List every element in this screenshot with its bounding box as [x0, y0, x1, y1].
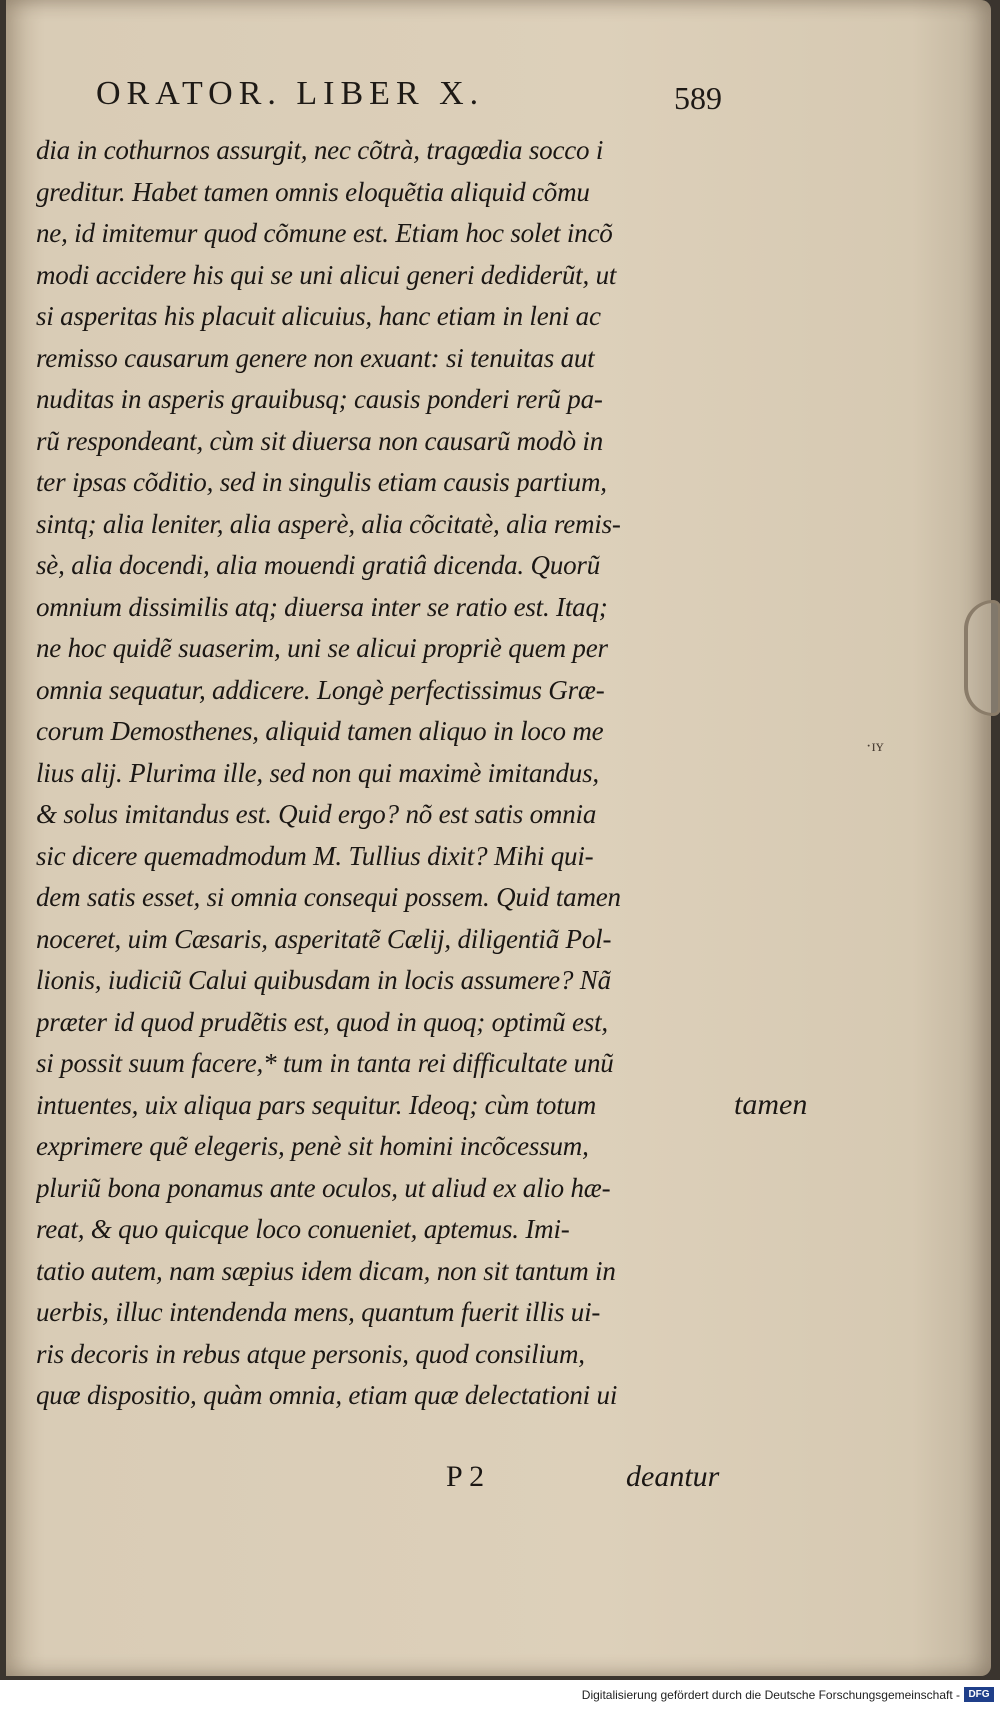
text-line: omnium dissimilis atq; diuersa inter se ratio est. Itaq; [36, 591, 608, 622]
footer-bar [0, 1680, 1000, 1710]
page-number: 589 [674, 80, 722, 116]
text-line: sintq; alia leniter, alia asperè, alia cõcitatè, alia remis- [36, 508, 621, 539]
text-line: quæ dispositio, quàm omnia, etiam quæ delectationi ui [36, 1380, 618, 1410]
text-line: lius alij. Plurima ille, sed non qui maximè imitandus, [36, 757, 599, 788]
text-line: noceret, uim Cæsaris, asperitatẽ Cælij, diligentiã Pol- [36, 923, 612, 954]
text-line: modi accidere his qui se uni alicui generi dediderũt, ut [36, 259, 617, 290]
text-line: reat, & quo quicque loco conueniet, aptemus. Imi- [36, 1214, 570, 1244]
text-line: pluriũ bona ponamus ante oculos, ut aliud ex alio hæ- [36, 1172, 611, 1203]
text-line: ter ipsas cõditio, sed in singulis etiam causis partium, [36, 467, 607, 497]
text-line: greditur. Habet tamen omnis eloquẽtia aliquid cõmu [36, 176, 590, 207]
text-line: nuditas in asperis grauibusq; causis ponderi rerũ pa- [36, 384, 603, 414]
text-line: ne hoc quidẽ suaserim, uni se alicui propriè quem per [36, 633, 608, 663]
text-line: dem satis esset, si omnia consequi possem. Quid tamen [36, 882, 621, 912]
text-line: rũ respondeant, cùm sit diuersa non causarũ modò in [36, 425, 604, 456]
page-edge-tab [964, 600, 1000, 716]
text-line: si asperitas his placuit alicuius, hanc etiam in leni ac [36, 301, 601, 331]
catchword: deantur [626, 1460, 720, 1493]
text-line: si possit suum facere,* tum in tanta rei difficultate unũ [36, 1048, 614, 1078]
text-line: uerbis, illuc intendenda mens, quantum fuerit illis ui- [36, 1297, 601, 1327]
text-line: & solus imitandus est. Quid ergo? nõ est satis omnia [36, 799, 597, 829]
margin-note: tamen [734, 1088, 808, 1121]
running-head: ORATOR. LIBER X. [96, 75, 485, 112]
dfg-logo-icon: DFG [964, 1687, 994, 1702]
text-line: intuentes, uix aliqua pars sequitur. Ideoq; cùm totum [36, 1089, 597, 1120]
text-line: corum Demosthenes, aliquid tamen aliquo in loco me [36, 716, 604, 746]
text-line: lionis, iudiciũ Calui quibusdam in locis assumere? Nã [36, 965, 611, 995]
margin-mark: ·ɪʏ [866, 738, 884, 755]
signature-mark: P 2 [446, 1460, 485, 1493]
text-line: sic dicere quemadmodum M. Tullius dixit? Mihi qui- [36, 840, 594, 871]
text-line: remisso causarum genere non exuant: si tenuitas aut [36, 342, 595, 373]
text-line: præter id quod prudẽtis est, quod in quoq; optimũ est, [36, 1006, 608, 1037]
text-line: omnia sequatur, addicere. Longè perfectissimus Græ- [36, 674, 605, 705]
text-line: tatio autem, nam sæpius idem dicam, non sit tantum in [36, 1255, 616, 1286]
book-page [6, 0, 991, 1676]
text-line: dia in cothurnos assurgit, nec cõtrà, tragœdia socco i [36, 135, 604, 165]
text-line: ris decoris in rebus atque personis, quod consilium, [36, 1338, 585, 1369]
footer-credit: Digitalisierung gefördert durch die Deutsche Forschungsgemeinschaft - [581, 1688, 960, 1702]
text-line: sè, alia docendi, alia mouendi gratiâ dicenda. Quorũ [36, 550, 601, 580]
text-block [36, 130, 736, 1417]
text-line: ne, id imitemur quod cõmune est. Etiam hoc solet incõ [36, 218, 613, 248]
text-line: exprimere quẽ elegeris, penè sit homini incõcessum, [36, 1131, 589, 1161]
